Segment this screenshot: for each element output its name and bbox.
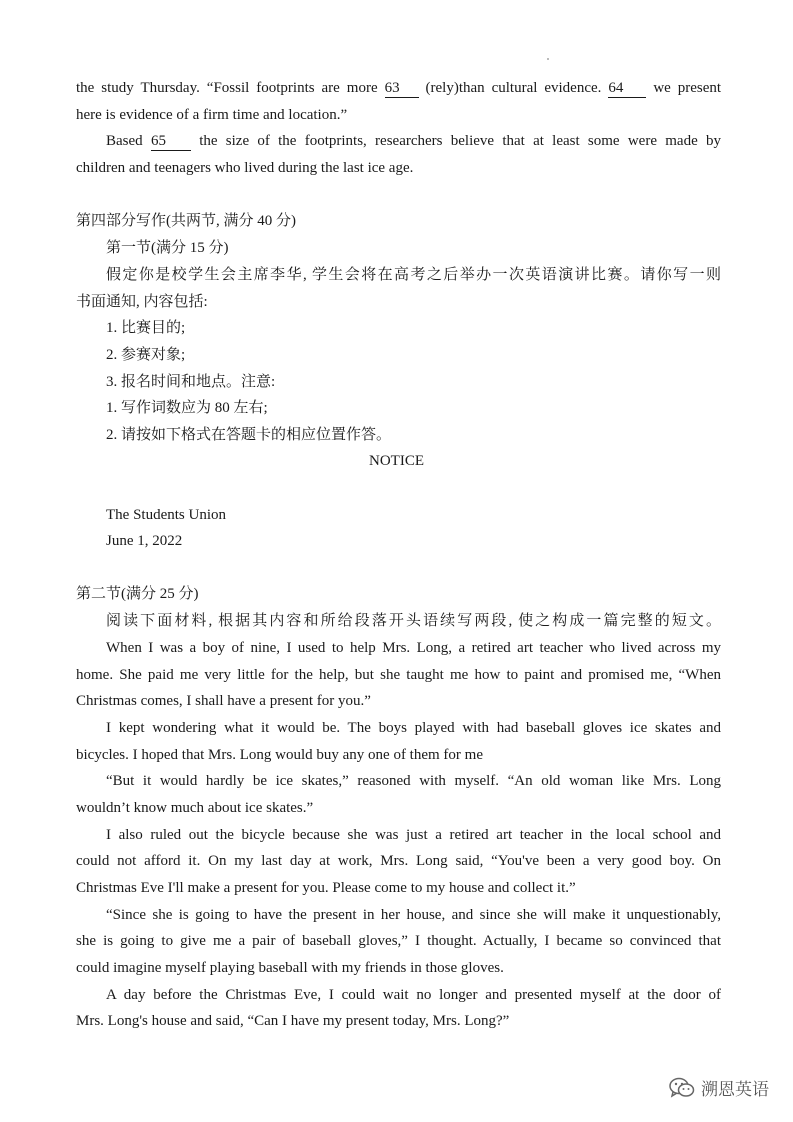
scan-speck [547,58,549,60]
prompt-line-2: 书面通知, 内容包括: [76,294,208,310]
passage-line-2: here is evidence of a firm time and location.” [76,107,348,123]
story-line: could not afford it. On my last day at work, Mrs. Long said, “You've been a very good boy. On [76,853,721,869]
passage-line-4: children and teenagers who lived during the last ice age. [76,160,414,176]
story-line: home. She paid me very little for the help, but she taught me how to paint and promised me, “When [76,667,721,683]
notice-signature: The Students Union [106,507,226,523]
story-line: wouldn’t know much about ice skates.” [76,800,314,816]
blank-64: 64 [608,80,646,98]
watermark [669,1075,769,1100]
story-line: “Since she is going to have the present in her house, and since she will make it unquestionably, [106,907,721,923]
story-line: she is going to give me a pair of baseball gloves,” I thought. Actually, I became so convinced that [76,933,721,949]
blank-63: 63 [385,80,419,98]
story-line: Christmas comes, I shall have a present for you.” [76,693,371,709]
passage-line-3: Based 65 the size of the footprints, researchers believe that at least some were made by [106,133,721,149]
section2-heading: 第二节(满分 25 分) [76,586,199,602]
story-line: I kept wondering what it would be. The boys played with had baseball gloves ice skates and [106,720,721,736]
story-line: Christmas Eve I'll make a present for you. Please come to my house and collect it.” [76,880,576,896]
passage-line-1: the study Thursday. “Fossil footprints are more 63 (rely)than cultural evidence. 64 we present [76,80,721,96]
requirement-item: 2. 参赛对象; [106,347,186,363]
notice-date: June 1, 2022 [106,533,183,549]
story-line: Mrs. Long's house and said, “Can I have my present today, Mrs. Long?” [76,1013,510,1029]
requirement-item: 1. 写作词数应为 80 左右; [106,400,268,416]
requirement-item: 3. 报名时间和地点。注意: [106,374,276,390]
requirement-item: 2. 请按如下格式在答题卡的相应位置作答。 [106,427,392,443]
section2-instruction: 阅读下面材料, 根据其内容和所给段落开头语续写两段, 使之构成一篇完整的短文。 [106,613,721,629]
blank-65: 65 [151,133,191,151]
watermark-text: 溯恩英语 [701,1080,769,1100]
part4-heading: 第四部分写作(共两节, 满分 40 分) [76,213,296,229]
section1-heading: 第一节(满分 15 分) [106,240,229,256]
story-line: “But it would hardly be ice skates,” reasoned with myself. “An old woman like Mrs. Long [106,773,721,789]
story-line: bicycles. I hoped that Mrs. Long would buy any one of them for me [76,747,483,763]
story-line: When I was a boy of nine, I used to help Mrs. Long, a retired art teacher who lived across my [106,640,721,656]
story-line: I also ruled out the bicycle because she was just a retired art teacher in the local school and [106,827,721,843]
requirement-item: 1. 比赛目的; [106,320,186,336]
story-line: could imagine myself playing baseball with my friends in those gloves. [76,960,504,976]
wechat-icon [669,1077,695,1099]
notice-title: NOTICE [369,453,424,469]
story-line: A day before the Christmas Eve, I could wait no longer and presented myself at the door of [106,987,721,1003]
prompt-line-1: 假定你是校学生会主席李华, 学生会将在高考之后举办一次英语演讲比赛。请你写一则 [106,267,721,283]
